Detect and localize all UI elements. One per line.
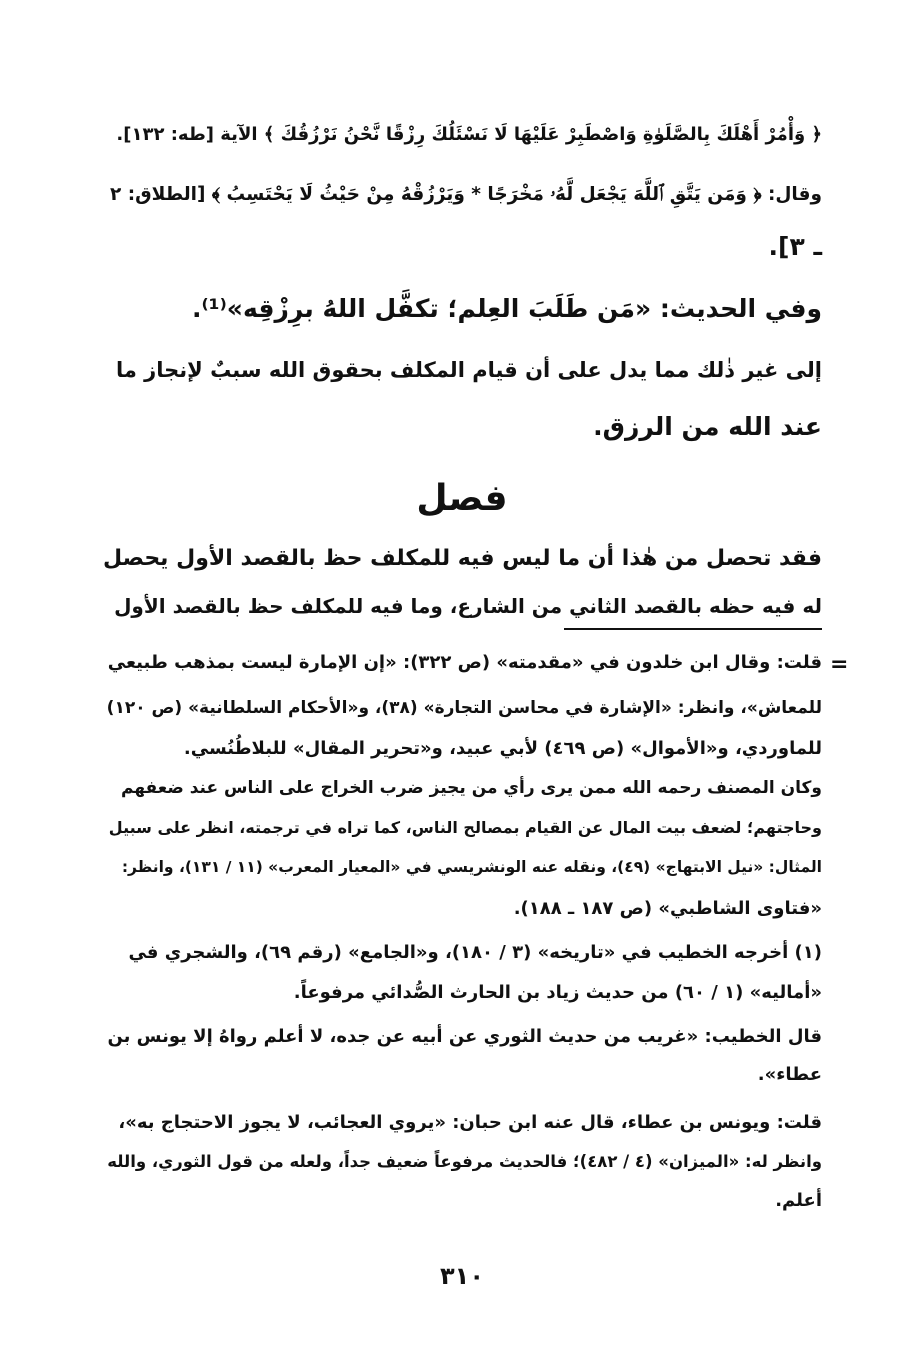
footnote-line: وكان المصنف رحمه الله ممن يرى رأي من يجيز ضرب الخراج على الناس عند ضعفهم	[120, 778, 822, 798]
footnote-1-line: قال الخطيب: «غريب من حديث الثوري عن أبيه عن جده، لا أعلم رواهُ إلا يونس بن	[107, 1026, 822, 1047]
footnote-continuation-mark: =	[830, 652, 849, 677]
footnote-1-line: قلت: ويونس بن عطاء، قال عنه ابن حبان: «يروي العجائب، لا يجوز الاحتجاج به»،	[118, 1112, 822, 1133]
footnote-line: قلت: وقال ابن خلدون في «مقدمته» (ص ٣٢٢): «إن الإمارة ليست بمذهب طبيعي	[107, 652, 822, 673]
section-title: فصل	[416, 478, 508, 519]
footnote-1-line: أعلم.	[775, 1190, 822, 1211]
quran-verse-taha: ﴿ وَأْمُرْ أَهْلَكَ بِالصَّلَوٰةِ وَاصْطَبِرْ عَلَيْهَا لَا نَسْئَلُكَ رِزْقًا نَّحْنُ نَرْزُقُكَ ﴾ الآية [طه: ١٣٢].	[116, 124, 822, 145]
page-number: ٣١٠	[440, 1262, 484, 1290]
section-paragraph-line: فقد تحصل من هٰذا أن ما ليس فيه للمكلف حظ بالقصد الأول يحصل	[103, 546, 822, 571]
footnote-1-line: (١) أخرجه الخطيب في «تاريخه» (٣ / ١٨٠)، و«الجامع» (رقم ٦٩)، والشجري في	[128, 942, 822, 963]
paragraph-line: إلى غير ذٰلك مما يدل على أن قيام المكلف بحقوق الله سببٌ لإنجاز ما	[115, 358, 822, 382]
section-paragraph-line: له فيه حظه بالقصد الثاني من الشارع، وما فيه للمكلف حظ بالقصد الأول	[114, 594, 822, 618]
hadith-line: وفي الحديث: «مَن طَلَبَ العِلم؛ تكفَّل اللهُ برِزْقِه»⁽¹⁾.	[191, 294, 822, 323]
footnote-separator	[564, 628, 822, 630]
footnote-line: للماوردي، و«الأموال» (ص ٤٦٩) لأبي عبيد، و«تحرير المقال» للبلاطُنُسي.	[183, 738, 822, 759]
footnote-1-line: عطاء».	[757, 1064, 822, 1085]
footnote-1-line: «أماليه» (١ / ٦٠) من حديث زياد بن الحارث الصُّدائي مرفوعاً.	[293, 982, 822, 1003]
footnote-line: للمعاش»، وانظر: «الإشارة في محاسن التجارة» (٣٨)، و«الأحكام السلطانية» (ص ١٢٠)	[106, 698, 822, 718]
footnote-line: وحاجتهم؛ لضعف بيت المال عن القيام بمصالح الناس، كما تراه في ترجمته، انظر على سبيل	[108, 818, 822, 837]
footnote-1-line: وانظر له: «الميزان» (٤ / ٤٨٢)؛ فالحديث مرفوعاً ضعيف جداً، ولعله من قول الثوري، والله	[107, 1152, 822, 1171]
verse-reference-continuation: ـ ٣].	[768, 232, 822, 261]
quran-verse-talaq: وقال: ﴿ وَمَن يَتَّقِ ٱللَّهَ يَجْعَل لَّهُۥ مَخْرَجًا * وَيَرْزُقْهُ مِنْ حَيْثُ لَا يَحْتَسِبُ ﴾ [الطلاق: ٢	[109, 184, 822, 205]
footnote-line: المثال: «نيل الابتهاج» (٤٩)، ونقله عنه الونشريسي في «المعيار المعرب» (١١ / ١٣١)، وانظر:	[121, 858, 822, 876]
paragraph-line: عند الله من الرزق.	[593, 412, 822, 441]
footnote-line: «فتاوى الشاطبي» (ص ١٨٧ ـ ١٨٨).	[513, 898, 822, 919]
